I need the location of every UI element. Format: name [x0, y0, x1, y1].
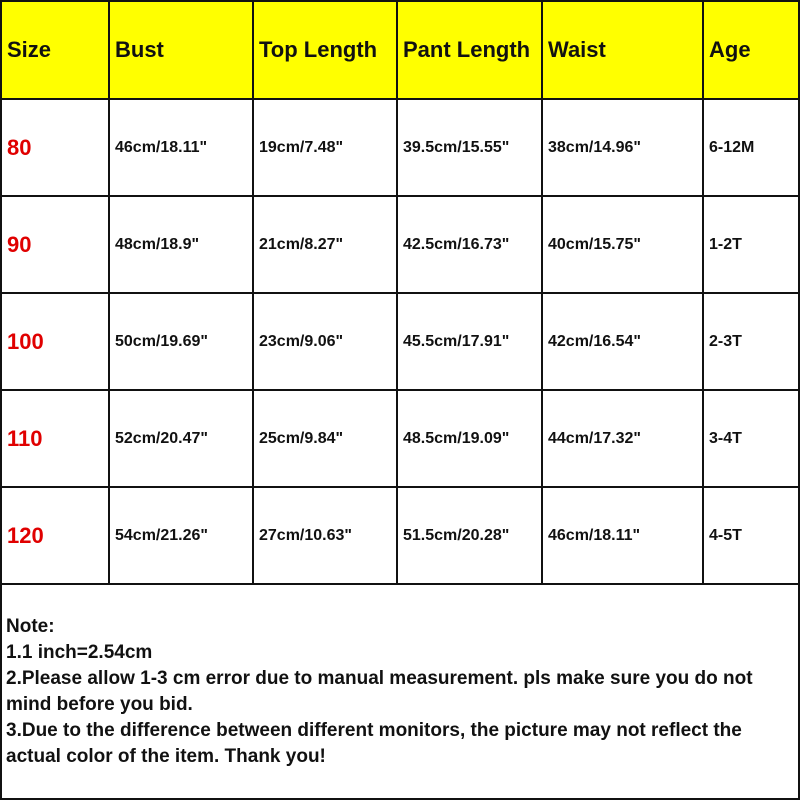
table-row [2, 390, 798, 487]
waist-cell: 42cm/16.54" [542, 293, 703, 390]
age-cell: 4-5T [703, 487, 798, 584]
age-cell: 6-12M [703, 99, 798, 196]
pant-length-cell: 42.5cm/16.73" [397, 196, 542, 293]
top-length-cell: 23cm/9.06" [253, 293, 397, 390]
size-cell: 110 [2, 390, 109, 487]
notes-section [6, 614, 796, 770]
pant-length-cell: 39.5cm/15.55" [397, 99, 542, 196]
waist-cell: 40cm/15.75" [542, 196, 703, 293]
size-cell: 120 [2, 487, 109, 584]
size-cell: 100 [2, 293, 109, 390]
header-pant-length: Pant Length [397, 2, 542, 99]
top-length-cell: 19cm/7.48" [253, 99, 397, 196]
pant-length-cell: 45.5cm/17.91" [397, 293, 542, 390]
note-measurement-error: 2.Please allow 1-3 cm error due to manual measurement. pls make sure you do not mind before you bid. [6, 668, 753, 715]
pant-length-cell: 51.5cm/20.28" [397, 487, 542, 584]
table-row [2, 487, 798, 584]
header-age: Age [703, 2, 798, 99]
bust-cell: 46cm/18.11" [109, 99, 253, 196]
size-table [2, 2, 798, 585]
size-cell: 80 [2, 99, 109, 196]
top-length-cell: 27cm/10.63" [253, 487, 397, 584]
header-waist: Waist [542, 2, 703, 99]
table-row [2, 196, 798, 293]
waist-cell: 46cm/18.11" [542, 487, 703, 584]
waist-cell: 44cm/17.32" [542, 390, 703, 487]
top-length-cell: 21cm/8.27" [253, 196, 397, 293]
age-cell: 2-3T [703, 293, 798, 390]
header-top-length: Top Length [253, 2, 397, 99]
bust-cell: 54cm/21.26" [109, 487, 253, 584]
bust-cell: 50cm/19.69" [109, 293, 253, 390]
header-row [2, 2, 798, 99]
age-cell: 1-2T [703, 196, 798, 293]
age-cell: 3-4T [703, 390, 798, 487]
note-conversion: 1.1 inch=2.54cm [6, 642, 153, 663]
size-cell: 90 [2, 196, 109, 293]
bust-cell: 52cm/20.47" [109, 390, 253, 487]
table-row [2, 293, 798, 390]
bust-cell: 48cm/18.9" [109, 196, 253, 293]
table-row [2, 99, 798, 196]
top-length-cell: 25cm/9.84" [253, 390, 397, 487]
header-size: Size [2, 2, 109, 99]
notes-title: Note: [6, 616, 55, 637]
note-color-disclaimer: 3.Due to the difference between different monitors, the picture may not reflect the actual color of the item. Thank you! [6, 720, 742, 767]
waist-cell: 38cm/14.96" [542, 99, 703, 196]
header-bust: Bust [109, 2, 253, 99]
pant-length-cell: 48.5cm/19.09" [397, 390, 542, 487]
